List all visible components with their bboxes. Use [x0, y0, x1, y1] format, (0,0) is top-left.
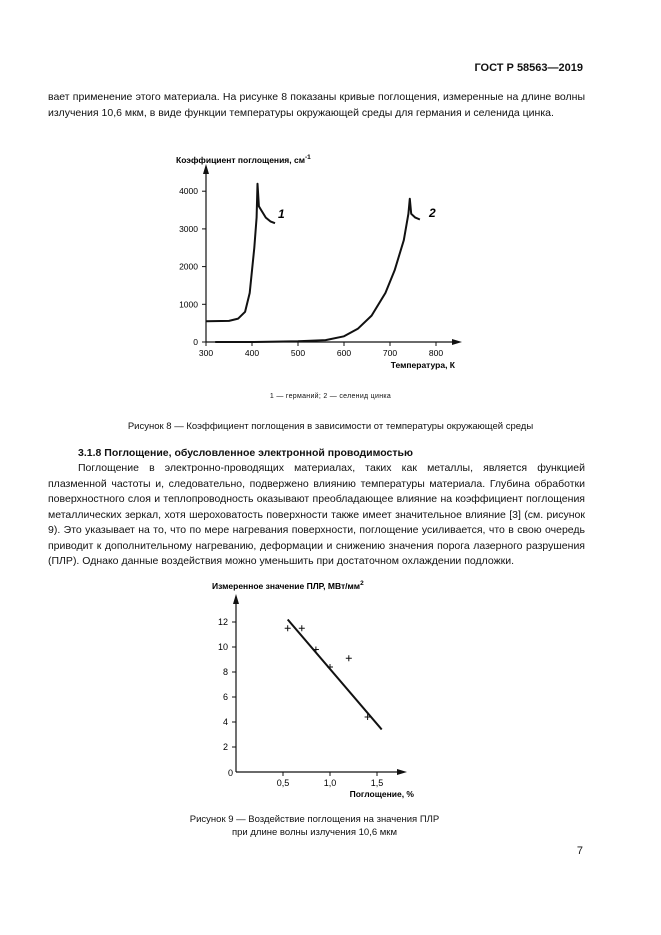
- page-number: 7: [576, 845, 583, 857]
- figure8-y-arrow: [203, 164, 209, 174]
- figure8-y-label: Коэффициент поглощения, $см^{-1}$: [176, 154, 311, 165]
- figure9-x-arrow: [397, 769, 407, 775]
- figure9-data-point: [346, 655, 352, 661]
- figure8-y-tick-label: 0: [193, 337, 198, 347]
- figure8-curve-label-1: 1: [278, 207, 285, 221]
- figure9-caption-line2: при длине волны излучения 10,6 мкм: [232, 827, 397, 838]
- figure9-y-arrow: [233, 594, 239, 604]
- figure9-y-tick-label: 6: [222, 692, 228, 702]
- figure9-axes: [233, 594, 407, 775]
- figure9-x-tick-label: 1,0: [323, 778, 337, 788]
- figure9-data-point: [285, 625, 291, 631]
- figure8-x-tick-label: 800: [428, 348, 444, 358]
- figure8-x-tick-label: 300: [198, 348, 214, 358]
- figure9-data-point: [299, 625, 305, 631]
- figure8-curve-label-2: 2: [429, 206, 436, 220]
- figure8-chart: [150, 148, 470, 378]
- figure8-caption: Рисунок 8 — Коэффициент поглощения в зависимости от температуры окружающей среды: [127, 421, 534, 432]
- figure9-caption-line1: Рисунок 9 — Воздействие поглощения на значения ПЛР: [189, 814, 440, 825]
- figure8-x-tick-label: 600: [336, 348, 352, 358]
- figure9-y-label: Измеренное значение ПЛР, МВт/$мм^2$: [212, 580, 364, 591]
- figure9-fit-line: [288, 620, 382, 730]
- figure9-y-tick-label: 10: [217, 642, 228, 652]
- figure9-data-point: [313, 647, 319, 653]
- section-text: Поглощение в электронно-проводящих материалах, таких как металлы, является функцией плазменной частоты и, следовательно, подвержено влиянию температуры материала. Глубина обработки поверхностного слоя и теплопроводность оказывают преобладающее влияние на коэффициент поглощения металлических зеркал, хотя шероховатость поверхности также имеет значительное влияние [3] (см. рисунок 9). Это указывает на то, что по мере нагревания поверхности, поглощение усиливается, что в свою очередь приводит к дополнительному нагреванию, деформации и снижению значения порога лазерного разрушения (ПЛР). Однако данные воздействия можно уменьшить при достаточном охлаждении подложки.: [48, 462, 585, 567]
- figure8-y-tick-label: 2000: [179, 261, 198, 272]
- figure9-data-point: [327, 664, 333, 670]
- figure8-y-tick-label: 4000: [179, 186, 198, 197]
- document-id: ГОСТ Р 58563—2019: [474, 62, 583, 74]
- figure8-series-2: [215, 199, 420, 342]
- figure8-x-label: Температура, К: [390, 360, 455, 370]
- figure8-series-1: [206, 184, 275, 322]
- figure9-x-label: Поглощение, %: [349, 789, 414, 799]
- figure9-chart: [196, 578, 446, 808]
- figure9-y-tick-label: 2: [222, 742, 228, 752]
- figure8-x-arrow: [452, 339, 462, 345]
- section-heading: 3.1.8 Поглощение, обусловленное электронной проводимостью: [78, 447, 413, 459]
- intro-paragraph: [48, 90, 585, 121]
- figure8-x-tick-label: 500: [290, 348, 306, 358]
- figure9-x-tick-label: 1,5: [370, 778, 384, 788]
- figure8-x-tick-label: 400: [244, 348, 260, 358]
- figure9-x-tick-label: 0,5: [276, 778, 290, 788]
- figure9-y-tick-label: 8: [222, 667, 228, 677]
- figure8-x-tick-label: 700: [382, 348, 398, 358]
- figure8-y-tick-label: 1000: [179, 299, 198, 310]
- figure8-y-tick-label: 3000: [179, 223, 198, 234]
- section-paragraph: [48, 461, 585, 570]
- figure9-origin-label: 0: [227, 768, 233, 778]
- figure9-y-tick-label: 4: [222, 717, 228, 727]
- intro-text: вает применение этого материала. На рисунке 8 показаны кривые поглощения, измеренные на длине волны излучения 10,6 мкм, в виде функции температуры окружающей среды для германия и селенида цинка.: [48, 91, 585, 119]
- figure8-axes: [203, 164, 462, 345]
- figure9-y-tick-label: 12: [217, 617, 228, 627]
- figure8-legend: 1 — германий; 2 — селенид цинка: [269, 393, 392, 400]
